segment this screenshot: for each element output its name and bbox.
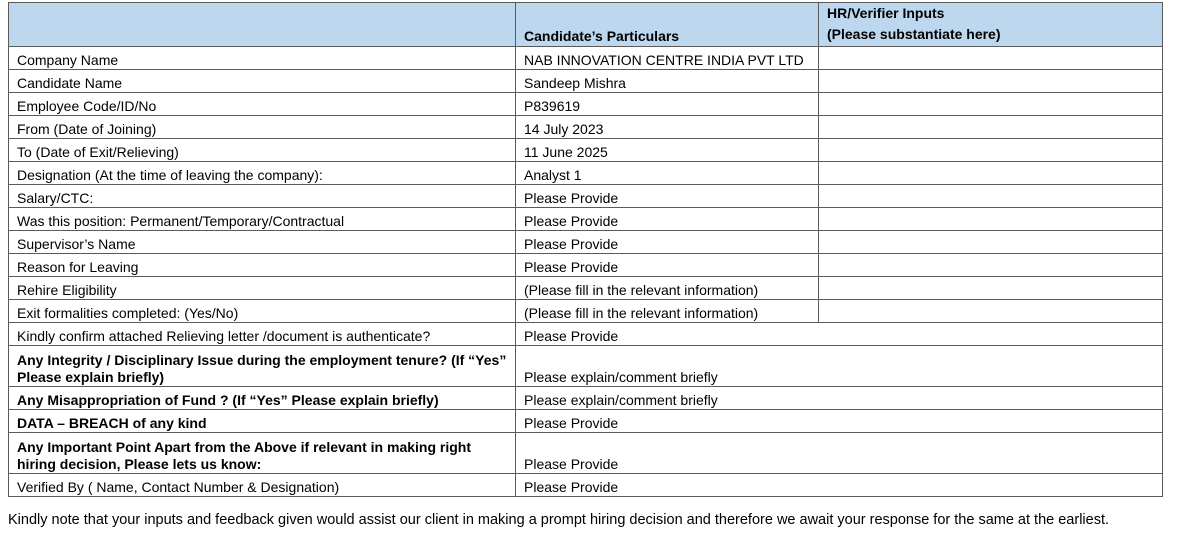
header-hr-verifier-subtitle: (Please substantiate here) (827, 26, 1001, 42)
table-row (9, 433, 1163, 474)
row-label-data-breach: DATA – BREACH of any kind (9, 410, 516, 433)
table-row (9, 474, 1163, 497)
row-label-rehire-eligibility: Rehire Eligibility (9, 277, 516, 300)
row-value-integrity-issue[interactable]: Please explain/comment briefly (516, 346, 1163, 387)
table-row (9, 410, 1163, 433)
row-value-candidate-name: Sandeep Mishra (516, 70, 819, 93)
row-label-candidate-name: Candidate Name (9, 70, 516, 93)
table-row (9, 185, 1163, 208)
row-value-date-of-joining: 14 July 2023 (516, 116, 819, 139)
table-row (9, 387, 1163, 410)
verifier-input-date-of-joining[interactable] (819, 116, 1163, 139)
table-row (9, 231, 1163, 254)
header-hr-verifier-inputs (819, 3, 1163, 47)
verifier-input-employee-code[interactable] (819, 93, 1163, 116)
row-value-important-point[interactable]: Please Provide (516, 433, 1163, 474)
table-row (9, 70, 1163, 93)
table-row (9, 139, 1163, 162)
row-label-important-point: Any Important Point Apart from the Above if relevant in making right hiring decision, Please lets us know: (9, 433, 516, 474)
row-value-date-of-exit: 11 June 2025 (516, 139, 819, 162)
footnote-text: Kindly note that your inputs and feedback given would assist our client in making a prompt hiring decision and therefore we await your response for the same at the earliest. (8, 512, 1110, 528)
verifier-input-candidate-name[interactable] (819, 70, 1163, 93)
row-label-relieving-letter: Kindly confirm attached Relieving letter /document is authenticate? (9, 323, 516, 346)
verifier-input-exit-formalities[interactable] (819, 300, 1163, 323)
header-candidate-particulars: Candidate’s Particulars (516, 3, 819, 47)
row-value-misappropriation[interactable]: Please explain/comment briefly (516, 387, 1163, 410)
table-row (9, 93, 1163, 116)
row-value-employee-code: P839619 (516, 93, 819, 116)
row-label-employee-code: Employee Code/ID/No (9, 93, 516, 116)
row-label-position-type: Was this position: Permanent/Temporary/Contractual (9, 208, 516, 231)
verifier-input-company-name[interactable] (819, 47, 1163, 70)
row-label-verified-by: Verified By ( Name, Contact Number & Designation) (9, 474, 516, 497)
table-row (9, 254, 1163, 277)
table-row (9, 208, 1163, 231)
row-label-salary: Salary/CTC: (9, 185, 516, 208)
row-value-verified-by[interactable]: Please Provide (516, 474, 1163, 497)
row-label-company-name: Company Name (9, 47, 516, 70)
row-label-misappropriation: Any Misappropriation of Fund ? (If “Yes” Please explain briefly) (9, 387, 516, 410)
row-label-exit-formalities: Exit formalities completed: (Yes/No) (9, 300, 516, 323)
table-header-row (9, 3, 1163, 47)
row-value-relieving-letter[interactable]: Please Provide (516, 323, 1163, 346)
verifier-input-designation[interactable] (819, 162, 1163, 185)
table-row (9, 162, 1163, 185)
table-row (9, 300, 1163, 323)
row-label-date-of-joining: From (Date of Joining) (9, 116, 516, 139)
table-row (9, 47, 1163, 70)
row-value-salary: Please Provide (516, 185, 819, 208)
row-value-data-breach[interactable]: Please Provide (516, 410, 1163, 433)
verifier-input-rehire-eligibility[interactable] (819, 277, 1163, 300)
row-value-rehire-eligibility: (Please fill in the relevant information) (516, 277, 819, 300)
table-row (9, 346, 1163, 387)
row-label-designation: Designation (At the time of leaving the company): (9, 162, 516, 185)
table-row (9, 323, 1163, 346)
table-row (9, 277, 1163, 300)
row-label-integrity-issue: Any Integrity / Disciplinary Issue during the employment tenure? (If “Yes” Please explain briefly) (9, 346, 516, 387)
header-blank-cell (9, 3, 516, 47)
verifier-input-salary[interactable] (819, 185, 1163, 208)
verifier-input-date-of-exit[interactable] (819, 139, 1163, 162)
header-hr-verifier-title: HR/Verifier Inputs (827, 5, 945, 21)
verifier-input-reason-for-leaving[interactable] (819, 254, 1163, 277)
table-row (9, 116, 1163, 139)
verifier-input-supervisor-name[interactable] (819, 231, 1163, 254)
row-label-reason-for-leaving: Reason for Leaving (9, 254, 516, 277)
row-value-position-type: Please Provide (516, 208, 819, 231)
row-value-designation: Analyst 1 (516, 162, 819, 185)
verification-form-table (8, 2, 1163, 497)
row-value-exit-formalities: (Please fill in the relevant information) (516, 300, 819, 323)
row-label-date-of-exit: To (Date of Exit/Relieving) (9, 139, 516, 162)
row-value-reason-for-leaving: Please Provide (516, 254, 819, 277)
row-value-supervisor-name: Please Provide (516, 231, 819, 254)
verifier-input-position-type[interactable] (819, 208, 1163, 231)
row-value-company-name: NAB INNOVATION CENTRE INDIA PVT LTD (516, 47, 819, 70)
row-label-supervisor-name: Supervisor’s Name (9, 231, 516, 254)
